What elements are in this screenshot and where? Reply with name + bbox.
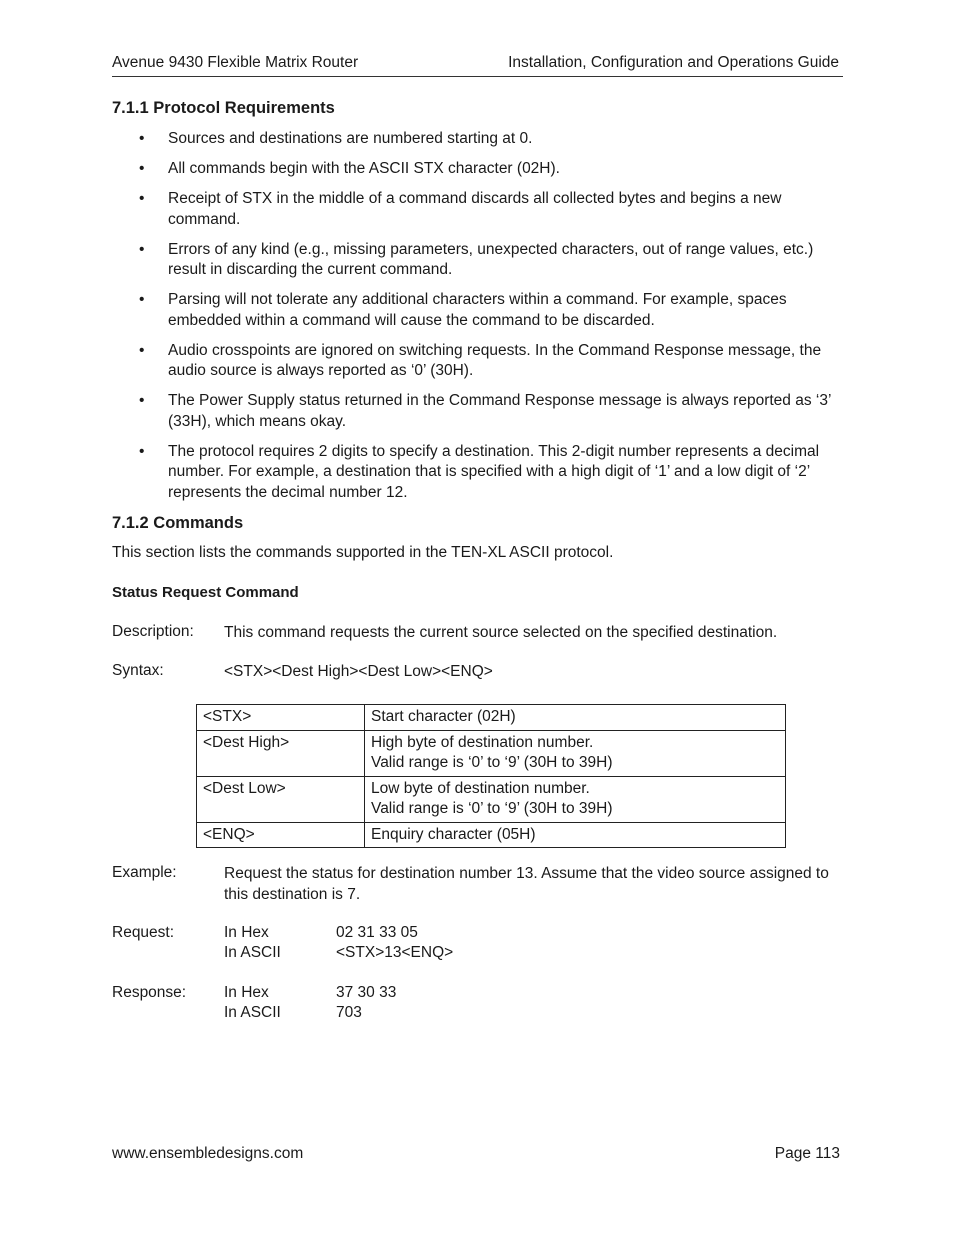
cell-line: Enquiry character (05H) <box>371 825 536 843</box>
table-cell-field: <ENQ> <box>197 822 365 848</box>
list-item <box>112 129 852 150</box>
syntax-table <box>196 704 786 848</box>
list-item <box>112 189 852 230</box>
request-ascii-value: <STX>13<ENQ> <box>336 944 454 961</box>
response-hex-value: 37 30 33 <box>336 984 397 1001</box>
response-ascii-value: 703 <box>336 1004 362 1021</box>
table-row <box>197 705 786 731</box>
list-item-text: Receipt of STX in the middle of a command discards all collected bytes and begins a new command. <box>168 190 782 228</box>
table-cell-field: <Dest Low> <box>197 776 365 822</box>
list-item-text: All commands begin with the ASCII STX character (02H). <box>168 160 560 177</box>
table-cell-description <box>365 822 786 848</box>
list-item <box>112 391 852 432</box>
table-cell-description <box>365 705 786 731</box>
list-item-text: The protocol requires 2 digits to specify a destination. This 2-digit number represents a decimal number. For example, a destination that is specified with a high digit of ‘1’ and a low digit of ‘2’ represents the decimal number 12. <box>168 442 820 501</box>
table-cell-description <box>365 776 786 822</box>
response-hex-label: In Hex <box>224 984 269 1001</box>
protocol-requirements-list <box>112 129 852 513</box>
cell-line: Valid range is ‘0’ to ‘9’ (30H to 39H) <box>371 800 613 817</box>
list-item-text: The Power Supply status returned in the Command Response message is always reported as ‘3’ (33H), which means okay. <box>168 392 831 430</box>
list-item <box>112 442 852 504</box>
table-cell-field: <Dest High> <box>197 730 365 776</box>
description-text: This command requests the current source selected on the specified destination. <box>224 624 778 641</box>
bullet-icon: • <box>139 160 145 177</box>
list-item-text: Sources and destinations are numbered starting at 0. <box>168 130 533 147</box>
commands-intro: This section lists the commands supported in the TEN-XL ASCII protocol. <box>112 544 614 561</box>
page-number: Page 113 <box>774 1145 840 1162</box>
request-ascii-label: In ASCII <box>224 944 281 961</box>
bullet-icon: • <box>139 341 145 359</box>
bullet-icon: • <box>139 392 145 409</box>
list-item-text: Parsing will not tolerate any additional characters within a command. For example, spaces embedded within a command will cause the command to be discarded. <box>168 291 787 329</box>
table-row <box>197 776 786 822</box>
protocol-requirements-heading: 7.1.1 Protocol Requirements <box>112 99 335 117</box>
bullet-icon: • <box>139 291 145 308</box>
list-item <box>112 159 852 180</box>
header-guide-title: Installation, Configuration and Operations Guide <box>508 54 839 71</box>
page-header <box>112 54 843 77</box>
list-item-text: Errors of any kind (e.g., missing parameters, unexpected characters, out of range values, etc.) result in discarding the current command. <box>168 240 814 278</box>
syntax-label: Syntax: <box>112 662 164 679</box>
footer-website-link[interactable]: www.ensembledesigns.com <box>112 1145 304 1162</box>
bullet-icon: • <box>139 190 145 207</box>
example-label: Example: <box>112 864 177 881</box>
bullet-icon: • <box>139 130 145 147</box>
bullet-icon: • <box>139 442 145 460</box>
request-hex-value: 02 31 33 05 <box>336 924 418 941</box>
response-ascii-label: In ASCII <box>224 1004 281 1021</box>
response-label: Response: <box>112 984 187 1001</box>
list-item <box>112 240 852 281</box>
list-item <box>112 290 852 331</box>
table-cell-description <box>365 730 786 776</box>
table-row <box>197 822 786 848</box>
table-row <box>197 730 786 776</box>
cell-line: High byte of destination number. <box>371 733 594 751</box>
bullet-icon: • <box>139 240 145 258</box>
cell-line: Low byte of destination number. <box>371 779 590 797</box>
commands-heading: 7.1.2 Commands <box>112 514 244 532</box>
syntax-text: <STX><Dest High><Dest Low><ENQ> <box>224 663 493 680</box>
request-hex-label: In Hex <box>224 924 269 941</box>
cell-line: Valid range is ‘0’ to ‘9’ (30H to 39H) <box>371 754 613 771</box>
cell-line: Start character (02H) <box>371 708 516 725</box>
table-cell-field: <STX> <box>197 705 365 731</box>
request-label: Request: <box>112 924 175 941</box>
list-item-text: Audio crosspoints are ignored on switching requests. In the Command Response message, the audio source is always reported as ‘0’ (30H). <box>168 341 822 379</box>
status-request-heading: Status Request Command <box>112 584 299 601</box>
description-label: Description: <box>112 623 194 640</box>
example-text: Request the status for destination number 13. Assume that the video source assigned to this destination is 7. <box>224 865 829 903</box>
header-product-title: Avenue 9430 Flexible Matrix Router <box>112 54 359 71</box>
list-item <box>112 341 852 382</box>
